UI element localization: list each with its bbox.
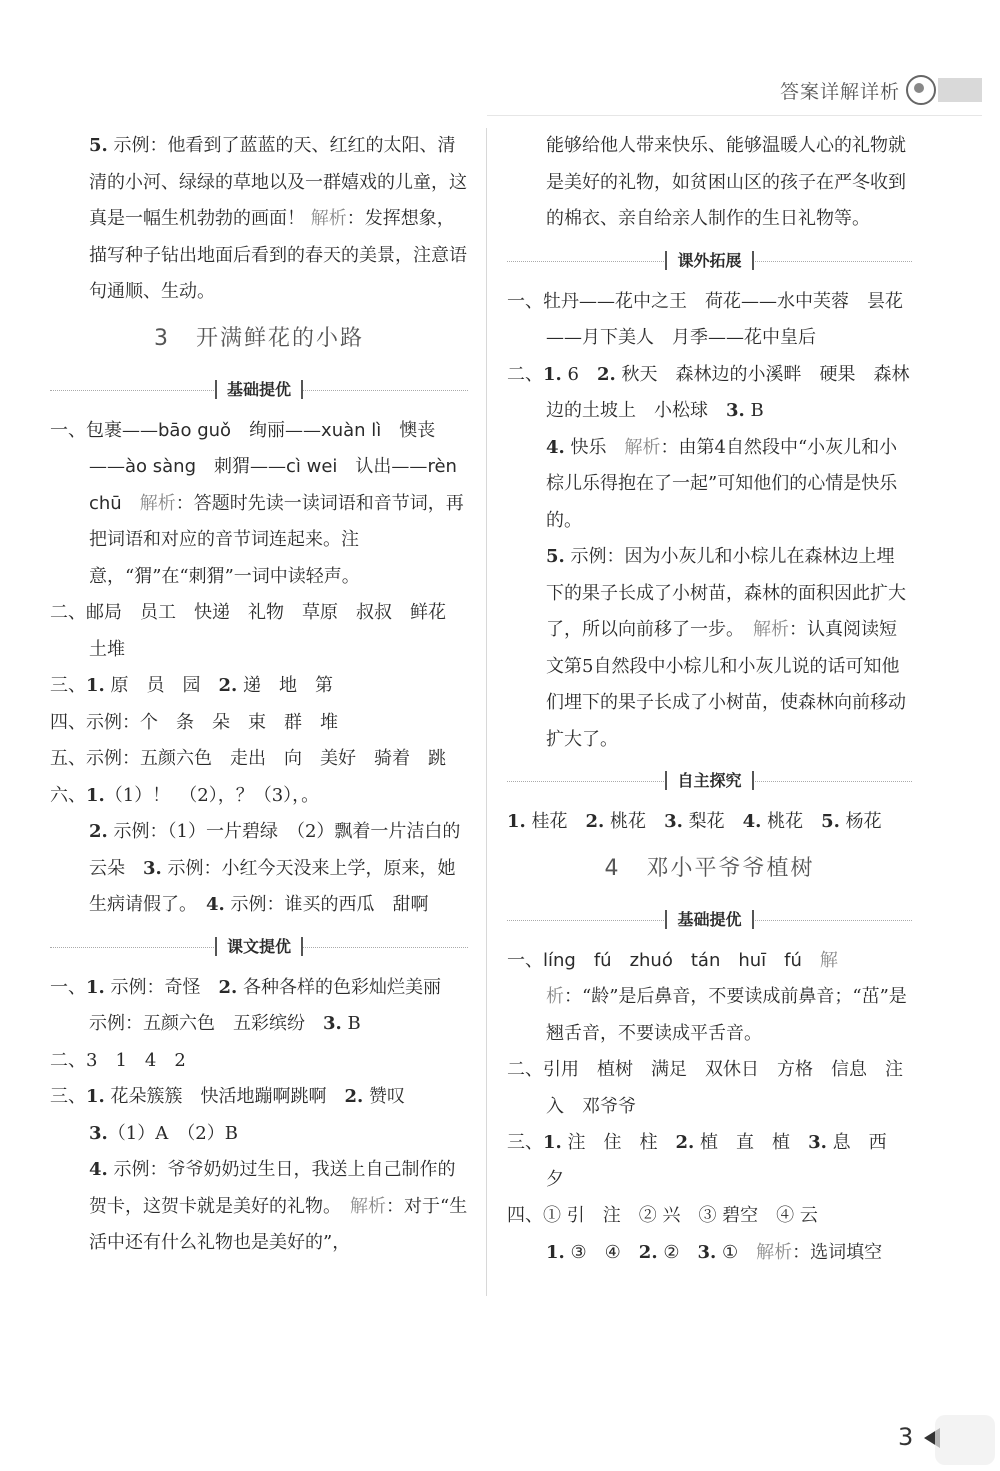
left-column — [50, 128, 468, 1262]
lesson-name: 邓小平爷爷植树 — [646, 855, 815, 881]
page-number: 3 — [898, 1423, 914, 1451]
answer-paragraph: 5. 示例：因为小灰儿和小棕儿在森林边上埋下的果子长成了小树苗，森林的面积因此扩大了，所以向前移了一步。 解析：认真阅读短文第5自然段中小棕儿和小灰儿说的话可知他们埋下的果子长成了小树苗，使森林向前移动扩大了。 — [546, 546, 906, 750]
section-heading — [507, 238, 912, 284]
answer-paragraph: 四、示例：个 条 朵 束 群 堆 — [50, 711, 338, 733]
answer-paragraph: 二、邮局 员工 快递 礼物 草原 叔叔 鲜花 土堆 — [50, 602, 464, 660]
lesson-number: 4 — [604, 855, 621, 881]
section-heading — [50, 367, 468, 413]
section-heading-label: 课外拓展 — [665, 251, 753, 270]
answer-paragraph: 一、牡丹——花中之王 荷花——水中芙蓉 昙花——月下美人 月季——花中皇后 — [507, 290, 903, 348]
lesson-title — [50, 311, 468, 367]
answer-paragraph: 一、líng fú zhuó tán huī fú 解析：“龄”是后鼻音，不要读成前鼻音；“茁”是翘舌音，不要读成平舌音。 — [507, 949, 907, 1044]
answer-paragraph: 一、包裹——bāo guǒ 绚丽——xuàn lì 懊丧——ào sàng 刺猬——cì wei 认出——rèn chū 解析：答题时先读一读词语和音节词，再把词语和对应的音节词连起来。注意，“猬”在“刺猬”一词中读轻声。 — [50, 419, 464, 587]
answer-paragraph: 六、1.（1）！ （2），？（3），。 — [50, 784, 320, 806]
answer-paragraph: 能够给他人带来快乐、能够温暖人心的礼物就是美好的礼物，如贫困山区的孩子在严冬收到的棉衣、亲自给亲人制作的生日礼物等。 — [546, 135, 906, 229]
right-column — [507, 128, 912, 1271]
answer-paragraph: 1. ③ ④ 2. ② 3. ① 解析：选词填空 — [546, 1241, 883, 1263]
answer-paragraph: 5. 示例：他看到了蓝蓝的天、红红的太阳、清清的小河、绿绿的草地以及一群嬉戏的儿童，这真是一幅生机勃勃的画面！ 解析：发挥想象，描写种子钻出地面后看到的春天的美景，注意语句通顺、生动。 — [89, 135, 467, 302]
answer-paragraph: 二、1. 6 2. 秋天 森林边的小溪畔 硬果 森林边的土坡上 小松球 3. B — [507, 363, 910, 421]
section-heading — [507, 897, 912, 943]
lesson-number: 3 — [153, 325, 170, 351]
section-heading-label: 自主探究 — [665, 771, 753, 790]
answer-paragraph: 三、1. 花朵簇簇 快活地蹦啊跳啊 2. 赞叹 — [50, 1086, 406, 1107]
answer-paragraph: 五、示例：五颜六色 走出 向 美好 骑着 跳 — [50, 748, 446, 769]
answer-paragraph: 4. 快乐 解析：由第4自然段中“小灰儿和小棕儿乐得抱在了一起”可知他们的心情是快乐的。 — [546, 436, 898, 531]
answer-paragraph: 四、① 引 注 ② 兴 ③ 碧空 ④ 云 — [507, 1205, 818, 1226]
answer-paragraph: 三、1. 原 员 园 2. 递 地 第 — [50, 675, 334, 696]
answer-paragraph: 一、1. 示例：奇怪 2. 各种各样的色彩灿烂美丽 示例：五颜六色 五彩缤纷 3. B — [50, 976, 460, 1034]
header-title: 答案详解详析 — [779, 80, 900, 103]
section-heading — [50, 924, 468, 970]
answer-paragraph: 3.（1）A （2）B — [89, 1122, 238, 1144]
section-heading-label: 课文提优 — [215, 937, 303, 956]
header-emblem-icon — [906, 75, 936, 105]
answer-paragraph: 二、引用 植树 满足 双休日 方格 信息 注入 邓爷爷 — [507, 1059, 903, 1117]
header-divider — [487, 115, 982, 116]
section-heading-label: 基础提优 — [665, 910, 753, 929]
section-heading-label: 基础提优 — [215, 380, 303, 399]
header-bar — [938, 78, 982, 102]
page-header — [780, 70, 982, 110]
lesson-name: 开满鲜花的小路 — [195, 325, 364, 351]
answer-paragraph: 4. 示例：爷爷奶奶过生日，我送上自己制作的贺卡，这贺卡就是美好的礼物。 解析：对于“生活中还有什么礼物也是美好的”， — [89, 1159, 468, 1253]
column-divider — [486, 128, 487, 1296]
answer-paragraph: 2. 示例：（1）一片碧绿 （2）飘着一片洁白的云朵 3. 示例：小红今天没来上学，原来，她生病请假了。 4. 示例：谁买的西瓜 甜啊 — [89, 821, 461, 915]
lesson-title — [507, 841, 912, 897]
watermark-logo — [935, 1415, 995, 1465]
answer-paragraph: 1. 桂花 2. 桃花 3. 梨花 4. 桃花 5. 杨花 — [507, 811, 882, 832]
answer-paragraph: 二、3 1 4 2 — [50, 1049, 186, 1071]
section-heading — [507, 758, 912, 804]
answer-paragraph: 三、1. 注 住 柱 2. 植 直 植 3. 息 西 夕 — [507, 1132, 905, 1190]
